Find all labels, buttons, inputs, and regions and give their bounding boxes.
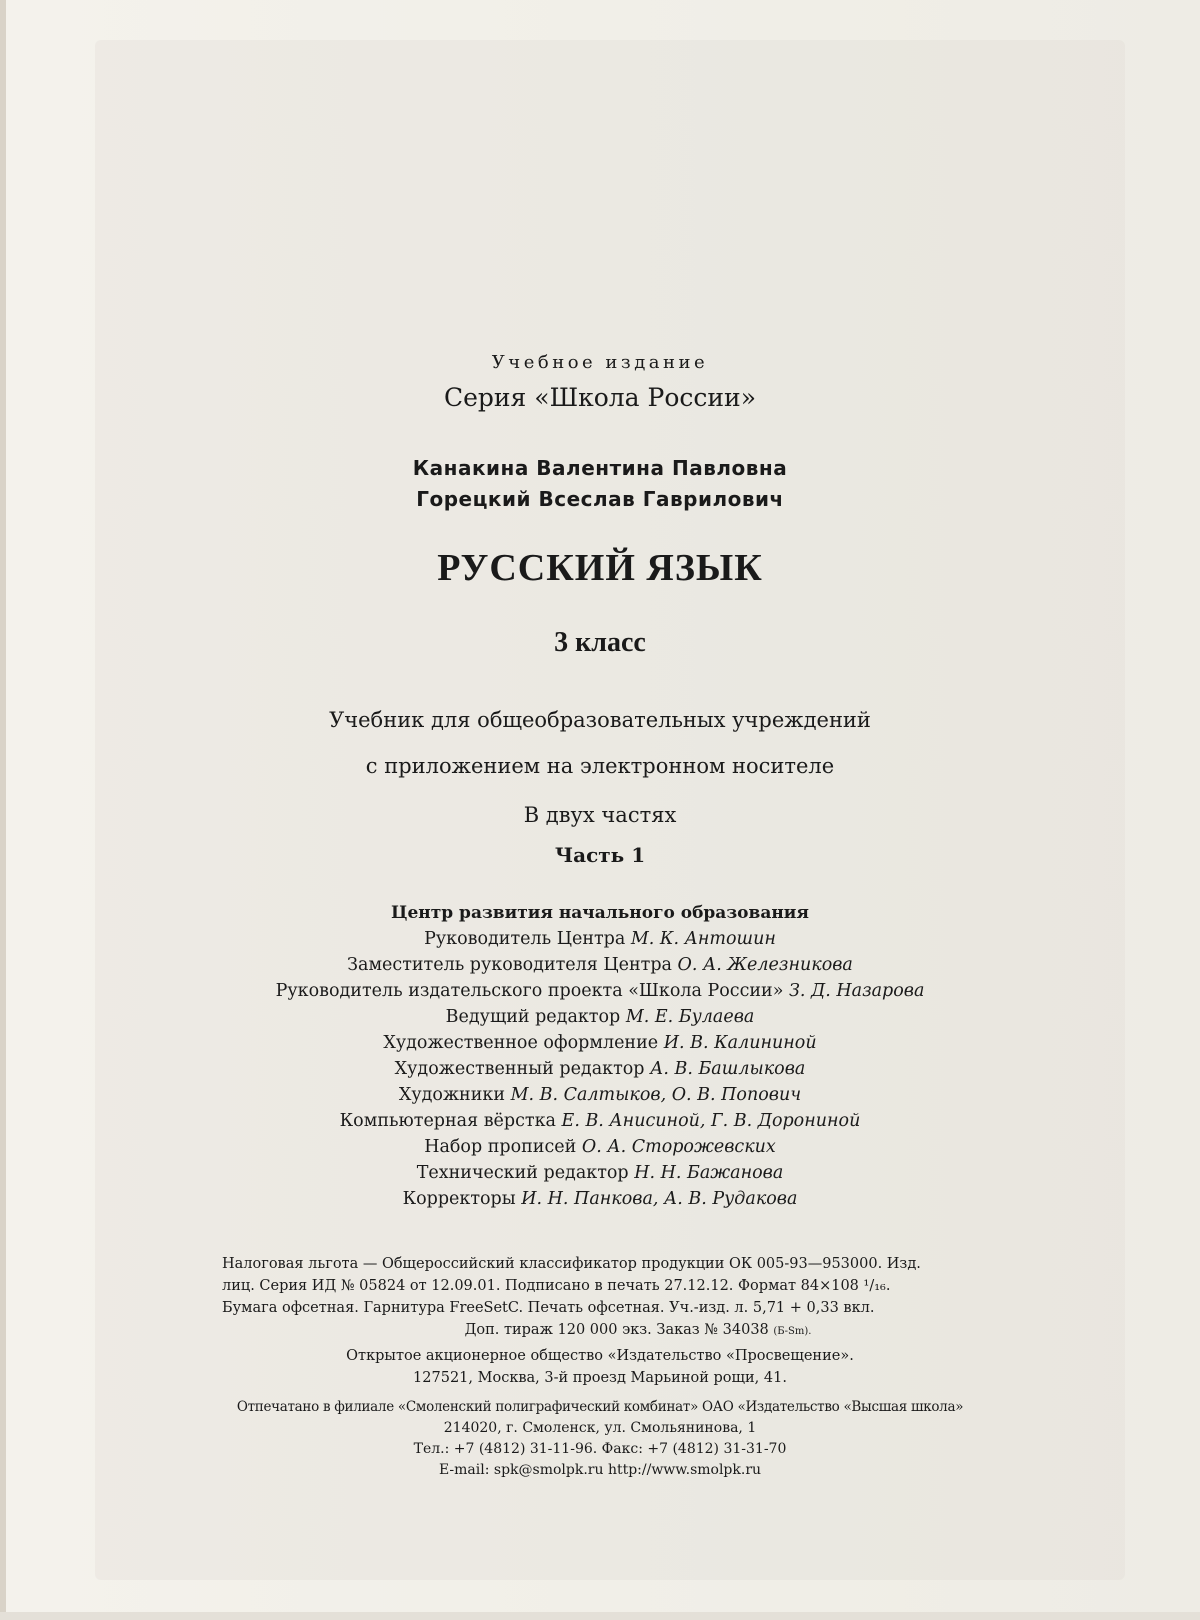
credit-row bbox=[0, 1004, 1200, 1030]
printer-info bbox=[0, 1397, 1200, 1481]
publisher-line: Открытое акционерное общество «Издательство «Просвещение». bbox=[346, 1348, 854, 1364]
printer-line: Тел.: +7 (4812) 31-11-96. Факс: +7 (4812) 31-31-70 bbox=[413, 1441, 787, 1457]
credit-row bbox=[0, 1108, 1200, 1134]
edition-type: Учебное издание bbox=[491, 352, 709, 373]
subtitle-line: с приложением на электронном носителе bbox=[365, 754, 835, 778]
credit-row bbox=[0, 1134, 1200, 1160]
tax-line-text: Доп. тираж 120 000 экз. Заказ № 34038 bbox=[464, 1322, 769, 1338]
credit-name: М. К. Антошин bbox=[630, 929, 776, 949]
credit-row bbox=[0, 1030, 1200, 1056]
author-name: Канакина Валентина Павловна bbox=[412, 456, 788, 480]
credits-center: Центр развития начального образования bbox=[391, 903, 809, 923]
credit-name: О. А. Железникова bbox=[677, 955, 853, 975]
subtitle-line: Учебник для общеобразовательных учреждений bbox=[329, 708, 871, 732]
credit-row bbox=[0, 1056, 1200, 1082]
printer-line: 214020, г. Смоленск, ул. Смольянинова, 1 bbox=[443, 1420, 757, 1436]
credit-name: И. Н. Панкова, А. В. Рудакова bbox=[521, 1189, 798, 1209]
credit-row bbox=[0, 926, 1200, 952]
credit-name: И. В. Калининой bbox=[663, 1033, 817, 1053]
credit-name: М. Е. Булаева bbox=[625, 1007, 755, 1027]
credit-role: Корректоры bbox=[402, 1189, 516, 1209]
credit-name: А. В. Башлыкова bbox=[650, 1059, 806, 1079]
page-edge bbox=[0, 1612, 1200, 1620]
grade-label: 3 класс bbox=[554, 627, 646, 658]
tax-line: лиц. Серия ИД № 05824 от 12.09.01. Подписано в печать 27.12.12. Формат 84×108 ¹/₁₆. bbox=[222, 1278, 891, 1294]
credit-name: Н. Н. Бажанова bbox=[634, 1163, 784, 1183]
credits-list bbox=[0, 900, 1200, 1212]
printer-line: E-mail: spk@smolpk.ru http://www.smolpk.ru bbox=[438, 1462, 762, 1478]
credit-role: Компьютерная вёрстка bbox=[339, 1111, 556, 1131]
parts-note: В двух частях bbox=[523, 803, 677, 827]
book-title: РУССКИЙ ЯЗЫК bbox=[437, 547, 763, 589]
credit-name: Е. В. Анисиной, Г. В. Дорониной bbox=[561, 1111, 861, 1131]
credit-role: Набор прописей bbox=[424, 1137, 577, 1157]
publisher-line: 127521, Москва, 3-й проезд Марьиной рощи, 41. bbox=[413, 1370, 787, 1386]
credit-row bbox=[0, 1082, 1200, 1108]
credit-role: Ведущий редактор bbox=[445, 1007, 621, 1027]
credit-role: Художники bbox=[398, 1085, 505, 1105]
credit-row bbox=[0, 1186, 1200, 1212]
author-name: Горецкий Всеслав Гаврилович bbox=[416, 487, 784, 511]
credit-name: М. В. Салтыков, О. В. Попович bbox=[510, 1085, 802, 1105]
credit-role: Художественный редактор bbox=[394, 1059, 645, 1079]
part-label: Часть 1 bbox=[554, 843, 646, 867]
credit-name: О. А. Сторожевских bbox=[581, 1137, 776, 1157]
printer-line: Отпечатано в филиале «Смоленский полиграфический комбинат» ОАО «Издательство «Высшая школа» bbox=[236, 1399, 964, 1415]
series-name: Серия «Школа России» bbox=[443, 383, 757, 412]
tax-info bbox=[222, 1253, 1054, 1343]
credit-role: Руководитель издательского проекта «Школа России» bbox=[275, 981, 784, 1001]
credit-row bbox=[0, 952, 1200, 978]
tax-line: Налоговая льгота — Общероссийский классификатор продукции ОК 005-93—953000. Изд. bbox=[222, 1256, 921, 1272]
credit-role: Технический редактор bbox=[416, 1163, 629, 1183]
tax-line bbox=[222, 1319, 1054, 1343]
publisher-info bbox=[0, 1345, 1200, 1389]
credit-name: З. Д. Назарова bbox=[789, 981, 925, 1001]
tax-line-suffix: (Б-Sm). bbox=[773, 1326, 812, 1337]
credit-role: Заместитель руководителя Центра bbox=[347, 955, 672, 975]
credit-row bbox=[0, 1160, 1200, 1186]
credit-row bbox=[0, 978, 1200, 1004]
credit-role: Руководитель Центра bbox=[424, 929, 626, 949]
tax-line: Бумага офсетная. Гарнитура FreeSetC. Печать офсетная. Уч.-изд. л. 5,71 + 0,33 вкл. bbox=[222, 1300, 875, 1316]
credit-role: Художественное оформление bbox=[383, 1033, 659, 1053]
